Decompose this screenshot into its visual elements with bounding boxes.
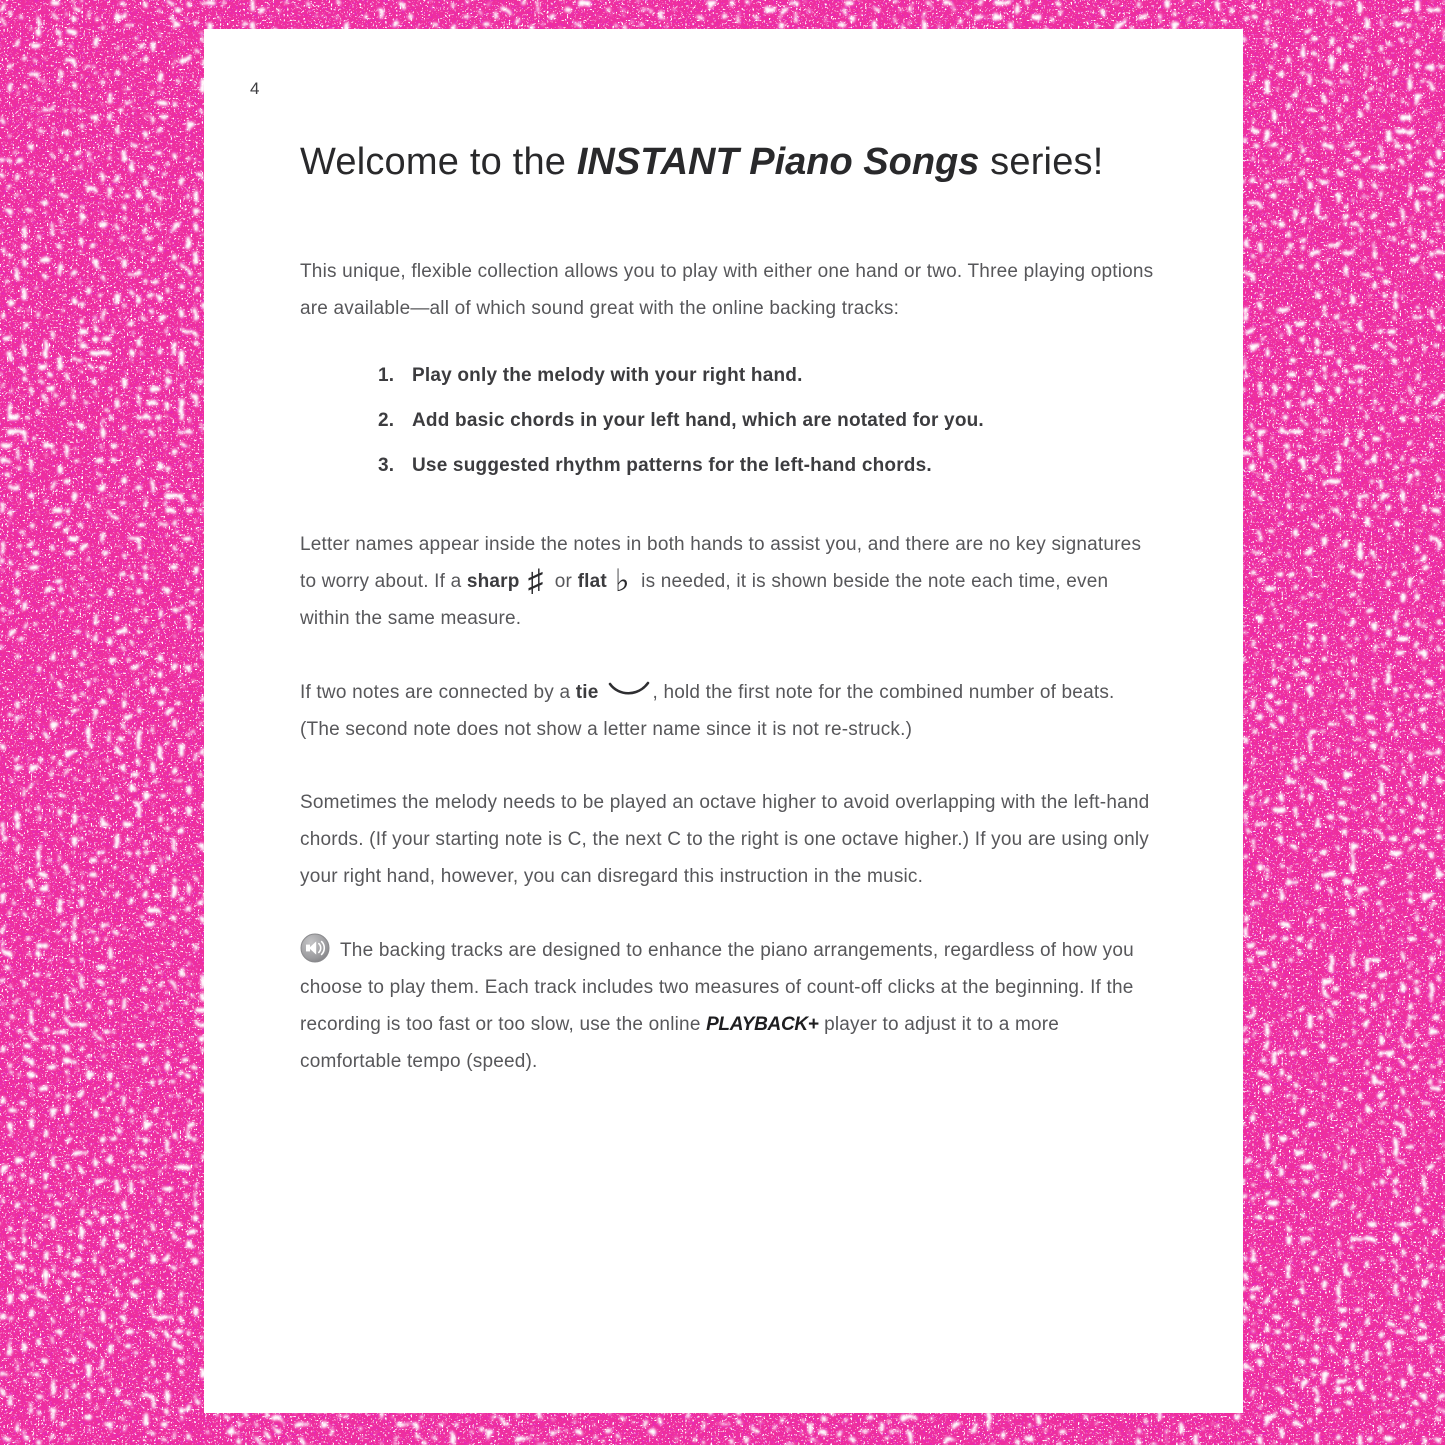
- letter-names-paragraph: Letter names appear inside the notes in both hands to assist you, and there are no key signatures to worry about. If a sharp ♯ or flat ♭ is needed, it is shown beside the note each time, even within the same measure.: [300, 534, 1142, 629]
- octave-paragraph: Sometimes the melody needs to be played an octave higher to avoid overlapping with the left-hand chords. (If your starting note is C, the next C to the right is one octave higher.) If you are using only your right hand, however, you can disregard this instruction in the music.: [300, 792, 1150, 887]
- tie-text-1: If two notes are connected by a: [300, 682, 576, 703]
- list-number: 2.: [378, 410, 395, 431]
- backing-text-2: player to adjust it to a more comfortable tempo (speed).: [300, 1014, 1060, 1072]
- list-item-text: Add basic chords in your left hand, which are notated for you.: [412, 410, 984, 431]
- sharp-label: sharp: [466, 571, 520, 592]
- title-suffix: series!: [979, 141, 1104, 183]
- backing-text-1: The backing tracks are designed to enhance the piano arrangements, regardless of how you choose to play them. Each track includes two measures of count-off clicks at the beginning. If the recording is too fast or too slow, use the online: [300, 940, 1134, 1035]
- title-prefix: Welcome to the: [300, 141, 577, 183]
- backing-tracks-paragraph: [300, 932, 1156, 1080]
- tie-icon: [607, 681, 651, 697]
- letter-names-text-2: or: [549, 571, 578, 592]
- list-item-text: Use suggested rhythm patterns for the left-hand chords.: [412, 455, 932, 476]
- list-item-option-2: [378, 398, 1156, 443]
- page-number: 4: [250, 79, 260, 98]
- tie-text-2: , hold the first note for the combined number of beats. (The second note does not show a letter name since it is not re-struck.): [300, 682, 1115, 740]
- list-item-text: Play only the melody with your right hand.: [412, 365, 803, 386]
- page-content: [300, 29, 1156, 1080]
- list-number: 1.: [378, 365, 395, 386]
- list-item-option-3: [378, 443, 1156, 488]
- page-title: [300, 139, 1156, 185]
- tie-paragraph: [300, 674, 1156, 748]
- speaker-icon: [300, 933, 330, 963]
- book-page: [204, 29, 1243, 1413]
- letter-names-text-1: Letter names appear inside the notes in both hands to assist you, and there are no key signatures to worry about. If a: [300, 534, 1142, 592]
- intro-paragraph: This unique, flexible collection allows you to play with either one hand or two. Three playing options are available—all of which sound great with the online backing tracks:: [300, 261, 1154, 319]
- title-brand-instant-piano-songs: INSTANT Piano Songs: [576, 141, 980, 183]
- tie-label: tie: [575, 682, 599, 703]
- list-number: 3.: [378, 455, 395, 476]
- playback-plus-logo: PLAYBACK+: [706, 1014, 819, 1035]
- letter-names-text-3: is needed, it is shown beside the note each time, even within the same measure.: [300, 571, 1109, 629]
- list-item-option-1: [378, 353, 1156, 398]
- flat-label: flat: [577, 571, 607, 592]
- playing-options-list: [300, 353, 1156, 488]
